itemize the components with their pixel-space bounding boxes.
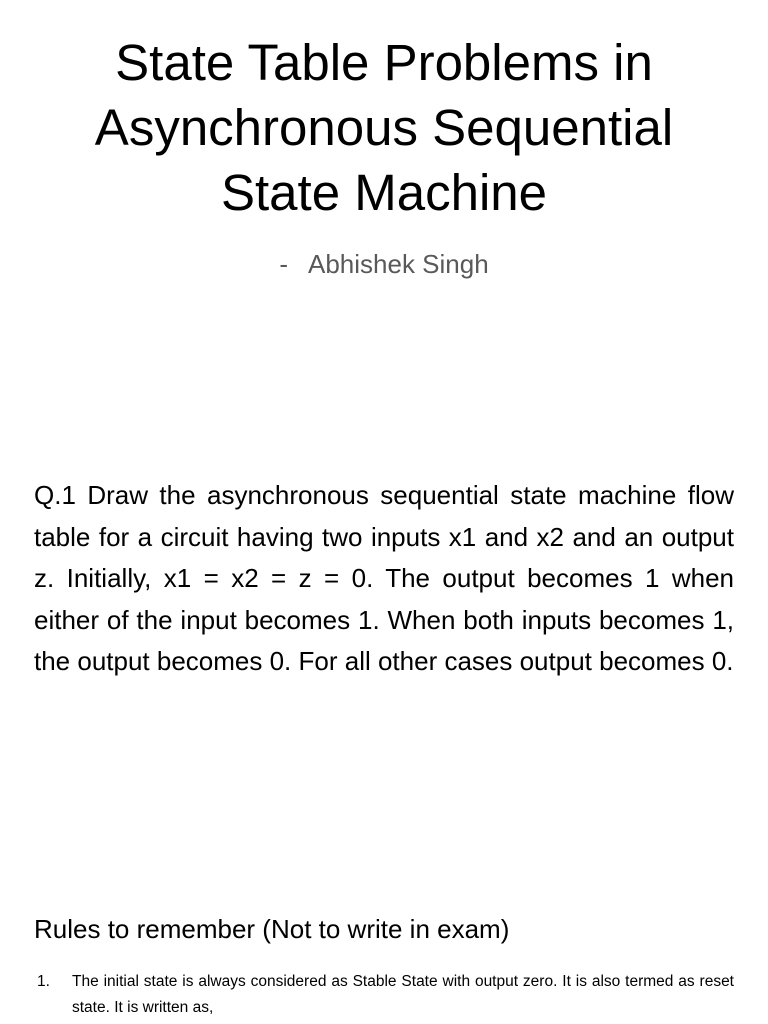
question-text: Q.1 Draw the asynchronous sequential state machine flow table for a circuit having two inputs x1 and x2 and an output z. Initially, x1 = x2 = z = 0. The output becomes 1 when either of the input becomes 1. When both inputs becomes 1, the output becomes 0. For all other cases output becomes 0. xyxy=(34,480,734,677)
rules-heading: Rules to remember (Not to write in exam) xyxy=(34,914,510,944)
rule-number: 1. xyxy=(37,973,50,990)
document-title: State Table Problems in Asynchronous Sequential State Machine xyxy=(94,34,674,221)
rules-list xyxy=(34,969,734,1021)
author-name: Abhishek Singh xyxy=(307,249,489,279)
rule-text: The initial state is always considered as Stable State with output zero. It is also termed as reset state. It is written as, xyxy=(72,973,734,1016)
author-line xyxy=(0,244,768,284)
author-dash: - xyxy=(279,249,288,279)
list-item xyxy=(34,969,734,1021)
